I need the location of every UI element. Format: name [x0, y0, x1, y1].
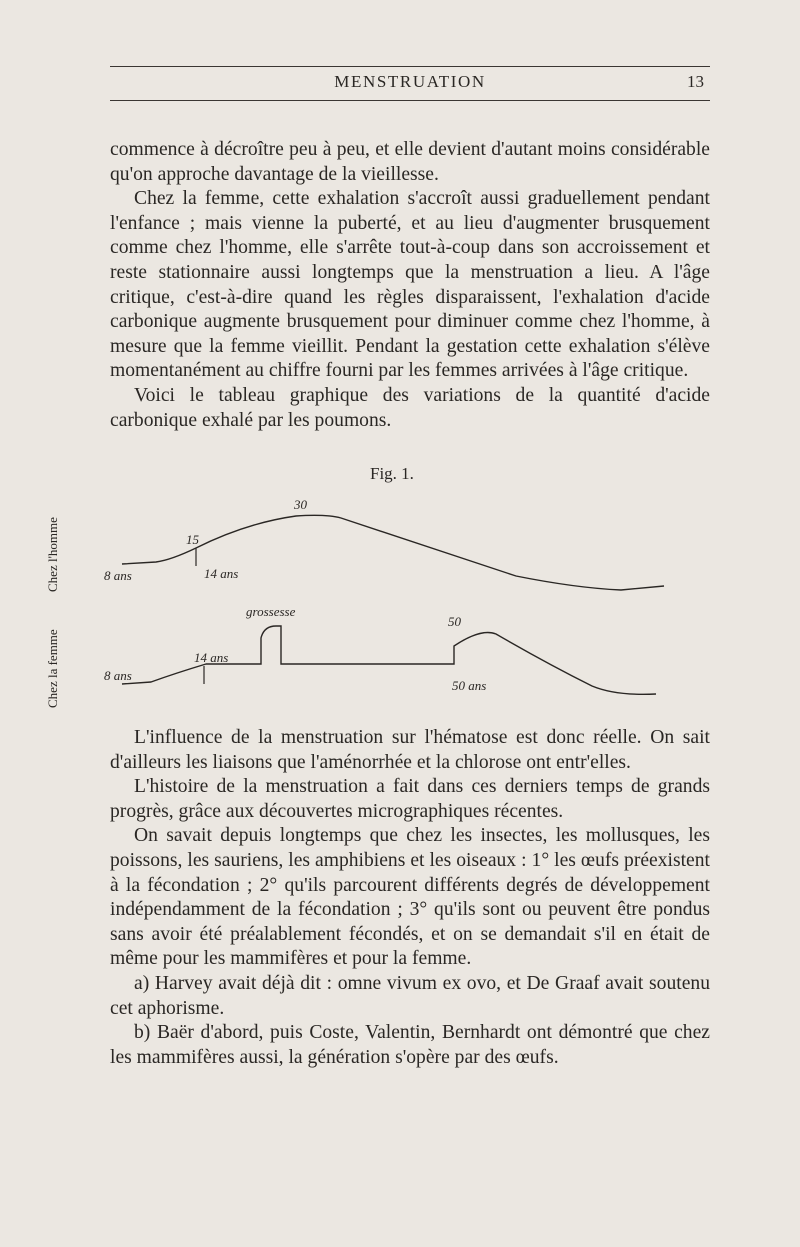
text-block-top — [110, 138, 710, 433]
page-number: 13 — [687, 72, 704, 91]
side-label-femme: Chez la femme — [45, 629, 60, 708]
paragraph: On savait depuis longtemps que chez les insectes, les mollusques, les poissons, les sauriens, les amphibiens et les oiseaux : 1° les œufs préexistent à la fécondation ; 2° qu'ils parcourent différents degrés de développement indépendamment de la fécondation ; 3° qu'ils sont ou peuvent être pondus sans avoir été préalablement fécondés, et on se demandait s'il en était de même pour les mammifères et pour la femme. — [110, 825, 710, 970]
running-header — [110, 68, 710, 98]
side-label-homme: Chez l'homme — [45, 517, 60, 592]
label-50: 50 — [448, 614, 461, 629]
paragraph: L'histoire de la menstruation a fait dans ces derniers temps de grands progrès, grâce aux découvertes micrographiques récentes. — [110, 776, 710, 822]
label-grossesse: grossesse — [246, 604, 296, 619]
paragraph: a) Harvey avait déjà dit : omne vivum ex ovo, et De Graaf avait soutenu cet aphorisme. — [110, 972, 710, 1019]
label-14ans-homme: 14 ans — [204, 566, 239, 581]
top-rule — [110, 66, 710, 67]
figure-graph — [96, 488, 696, 704]
paragraph: commence à décroître peu à peu, et elle devient d'autant moins considérable qu'on approche davantage de la vieillesse. — [110, 139, 710, 185]
figure-caption: Fig. 1. — [370, 464, 414, 483]
running-title: MENSTRUATION — [334, 72, 486, 91]
paragraph: Voici le tableau graphique des variations de la quantité d'acide carbonique exhalé par les poumons. — [110, 384, 710, 431]
paragraph: L'influence de la menstruation sur l'hématose est donc réelle. On sait d'ailleurs les liaisons que l'aménorrhée et la chlorose ont entr'elles. — [110, 727, 710, 773]
text-block-bottom — [110, 726, 710, 1070]
label-30: 30 — [294, 497, 307, 512]
label-50ans: 50 ans — [452, 678, 487, 693]
label-8ans-femme: 8 ans — [104, 668, 132, 683]
label-15: 15 — [186, 532, 199, 547]
header-rule — [110, 100, 710, 101]
label-8ans-homme: 8 ans — [104, 568, 132, 583]
label-14ans-femme: 14 ans — [194, 650, 229, 665]
paragraph: Chez la femme, cette exhalation s'accroît aussi graduellement pendant l'enfance ; mais vienne la puberté, et au lieu d'augmenter brusquement comme chez l'homme, elle s'arrête tout-à-coup dans son accroissement et reste stationnaire aussi longtemps que la menstruation a lieu. A l'âge critique, c'est-à-dire quand les règles disparaissent, l'exhalation d'acide carbonique augmente brusquement pour diminuer comme chez l'homme, à mesure que la femme vieillit. Pendant la gestation cette exhalation s'élève momentanément au chiffre fourni par les femmes arrivées à l'âge critique. — [110, 188, 710, 382]
paragraph: b) Baër d'abord, puis Coste, Valentin, Bernhardt ont démontré que chez les mammifères aussi, la génération s'opère par des œufs. — [110, 1022, 710, 1068]
